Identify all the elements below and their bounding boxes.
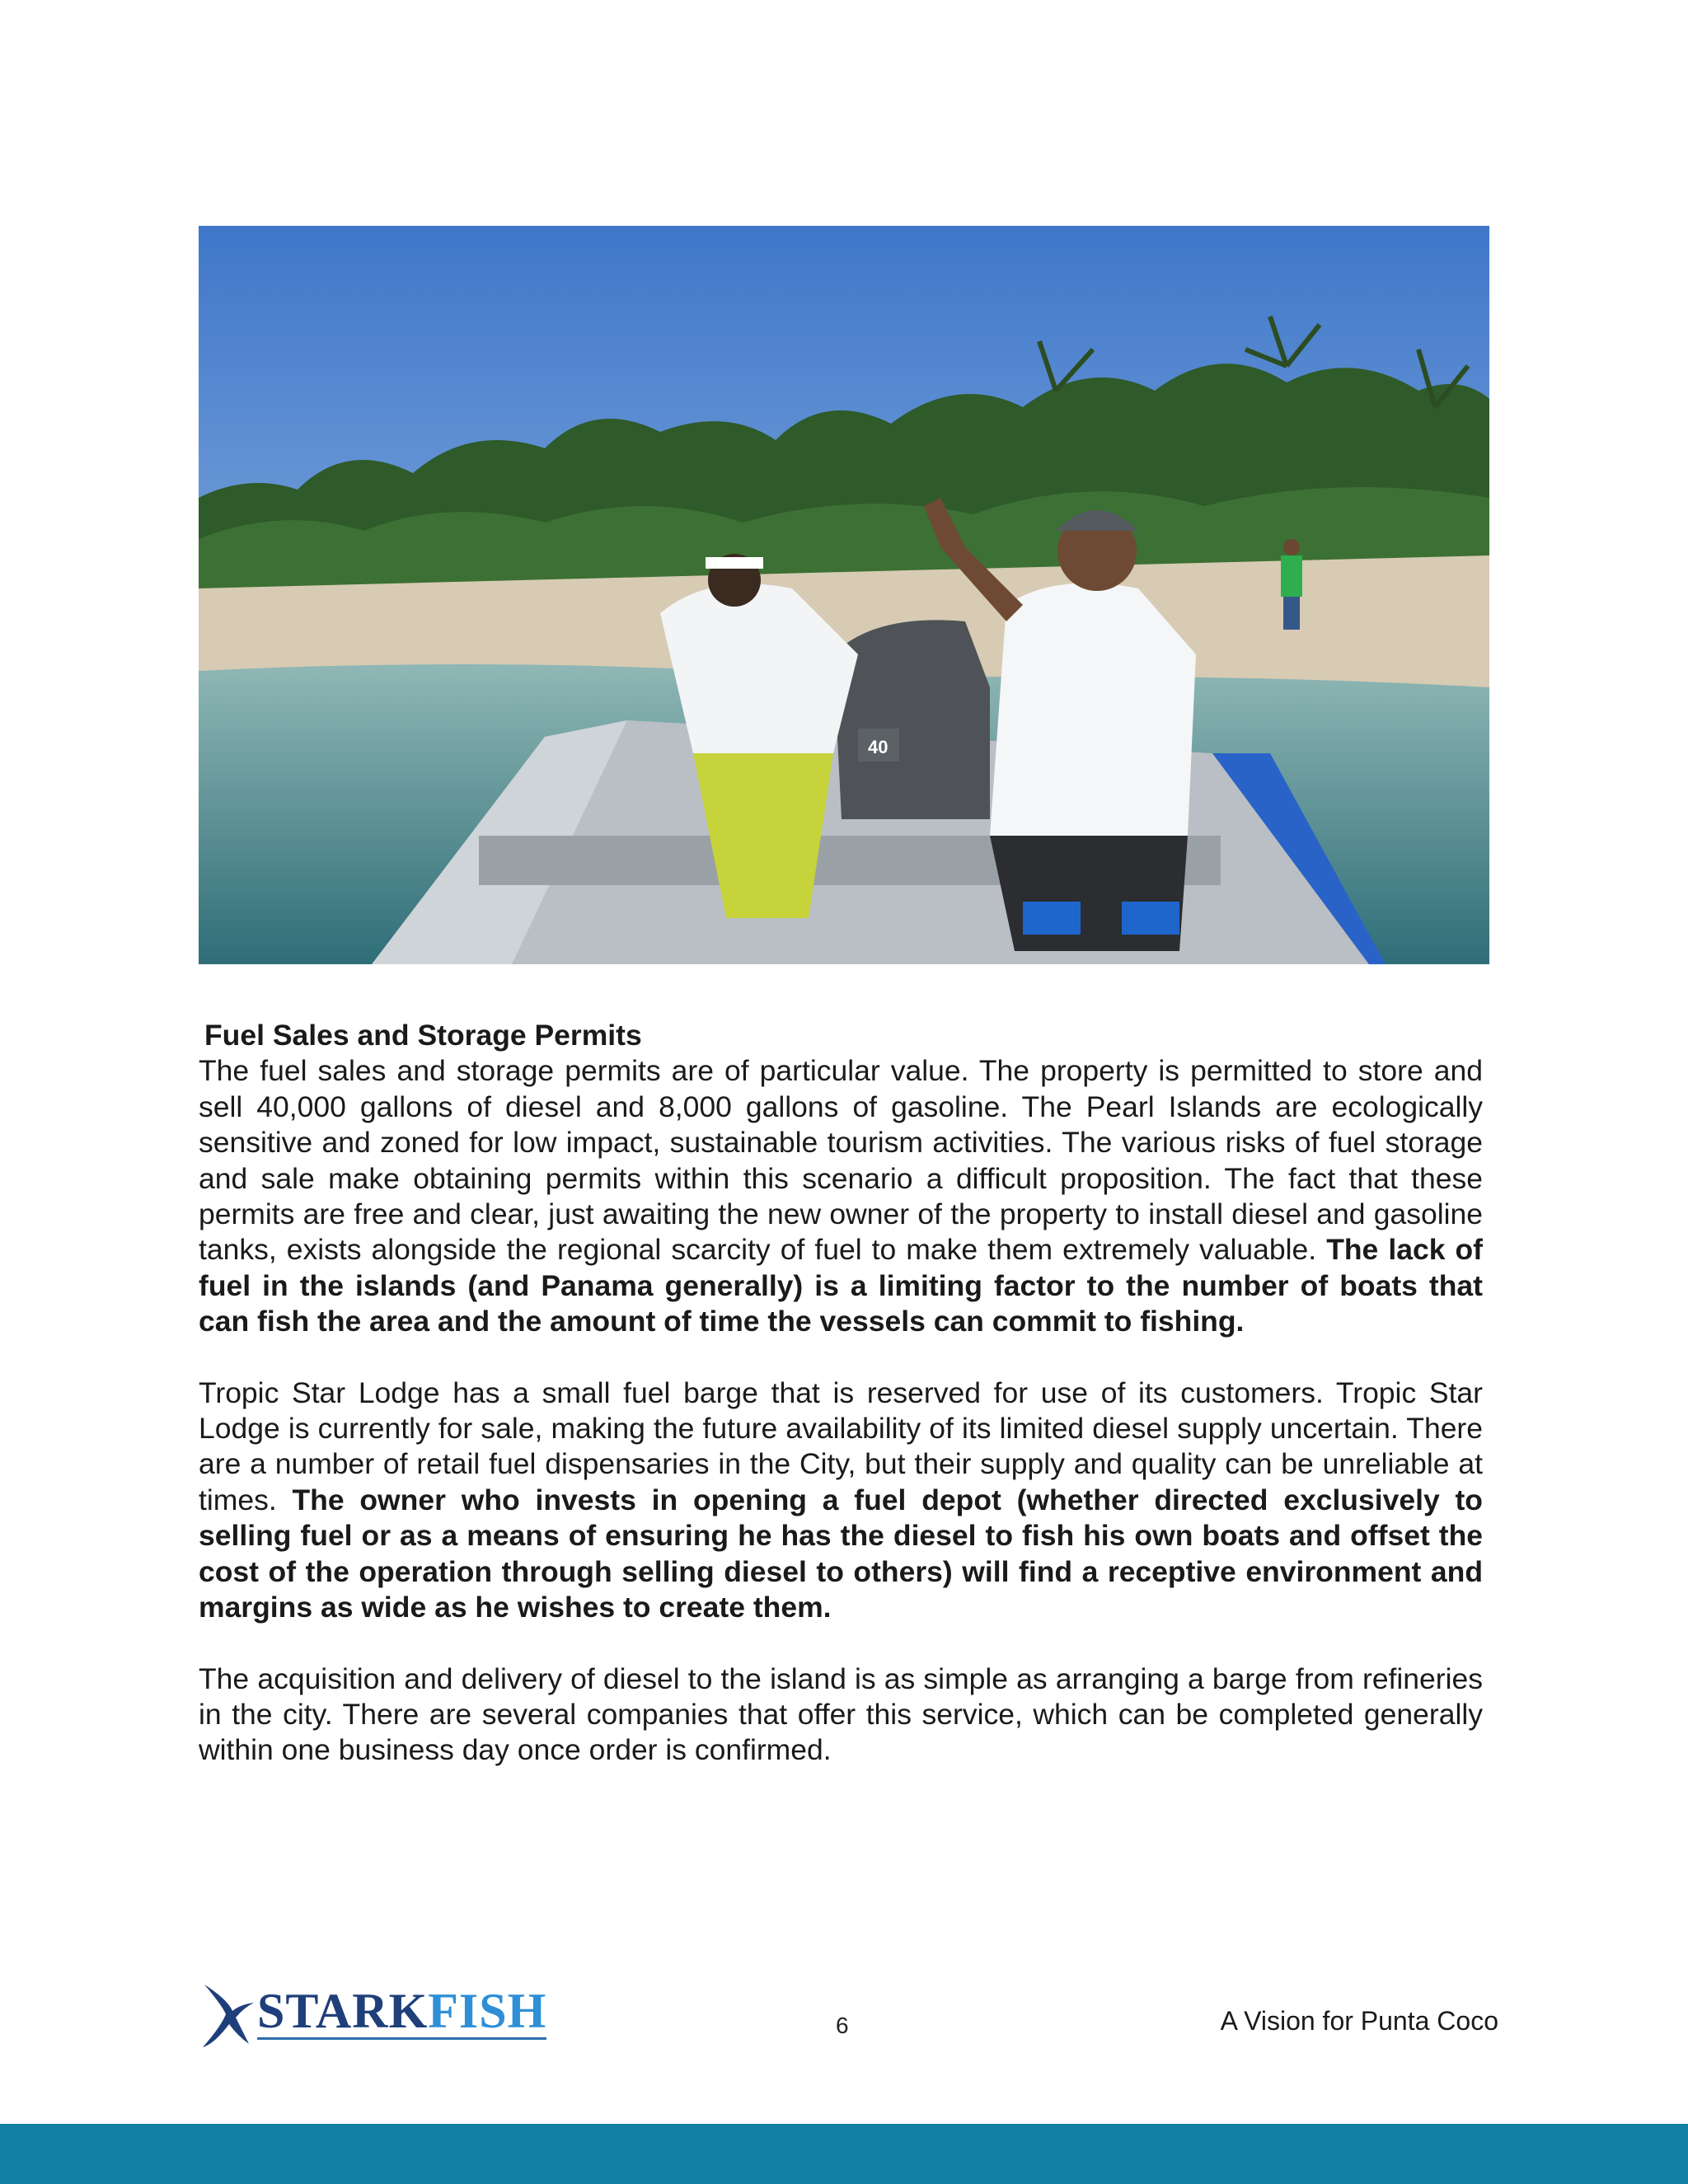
section-heading: Fuel Sales and Storage Permits [204, 1019, 642, 1052]
logo-fish-text: FISH [428, 1984, 547, 2038]
photo-illustration [199, 226, 1489, 964]
motor-label: 40 [868, 737, 889, 757]
paragraph-diesel-delivery: The acquisition and delivery of diesel to the island is as simple as arranging a barge from refineries in the city. There are several companies that offer this service, which can be completed generally within one business day once order is confirmed. [199, 1661, 1483, 1767]
paragraph-tropic-star [199, 1376, 1483, 1626]
document-title: A Vision for Punta Coco [1220, 2006, 1498, 2036]
starkfish-logo [198, 1981, 547, 2049]
footer-color-bar [0, 2124, 1688, 2184]
paragraph-fuel-permits [199, 1053, 1483, 1339]
boat-beach-photo [199, 226, 1489, 964]
page-number: 6 [836, 2013, 849, 2038]
paragraph-2-text: Tropic Star Lodge has a small fuel barge that is reserved for use of its customers. Tropic Star Lodge is currently for sale, making the future availability of its limited diesel supply uncertain. There are a number of retail fuel dispensaries in the City, but their supply and quality can be unreliable at times. [199, 1376, 1483, 1516]
paragraph-1-bold: The lack of fuel in the islands (and Panama generally) is a limiting factor to the number of boats that can fish the area and the amount of time the vessels can commit to fishing. [199, 1233, 1483, 1338]
document-body [199, 1018, 1483, 1804]
paragraph-1-text: The fuel sales and storage permits are of particular value. The property is permitted to store and sell 40,000 gallons of diesel and 8,000 gallons of gasoline. The Pearl Islands are ecologically sensitive and zoned for low impact, sustainable tourism activities. The various risks of fuel storage and sale make obtaining permits within this scenario a difficult proposition. The fact that these permits are free and clear, just awaiting the new owner of the property to install diesel and gasoline tanks, exists alongside the regional scarcity of fuel to make them extremely valuable. [199, 1054, 1483, 1267]
paragraph-2-bold: The owner who invests in opening a fuel depot (whether directed exclusively to selling fuel or as a means of ensuring he has the diesel to fish his own boats and offset the cost of the operation through selling diesel to others) will find a receptive environment and margins as wide as he wishes to create them. [199, 1483, 1483, 1624]
starkfish-wordmark [257, 1986, 546, 2040]
starkfish-fish-icon [198, 1981, 257, 2049]
logo-stark-text: STARK [257, 1984, 429, 2038]
